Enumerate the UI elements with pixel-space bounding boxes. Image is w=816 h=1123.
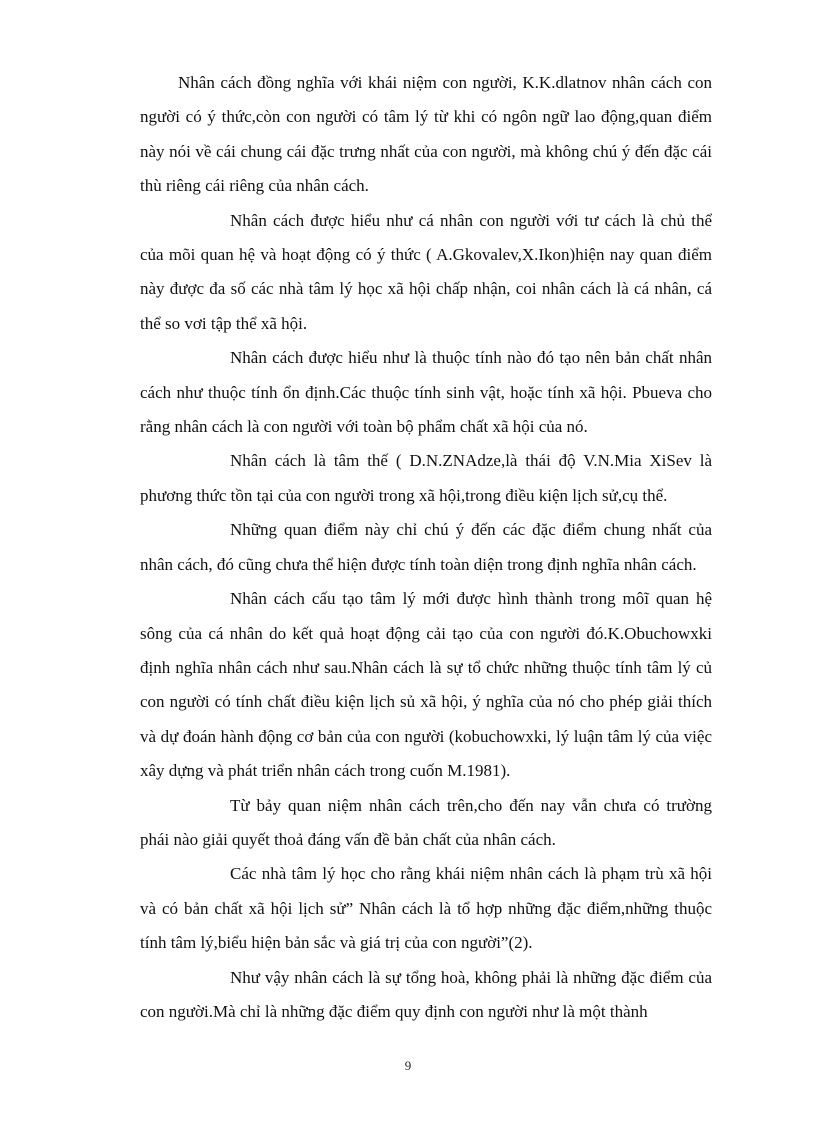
paragraph-2: Nhân cách được hiểu như cá nhân con người với tư cách là chủ thể của mõi quan hệ và hoạt động có ý thức ( A.Gkovalev,X.Ikon)hiện nay quan điểm này được đa số các nhà tâm lý học xã hội chấp nhận, coi nhân cách là cá nhân, cá thể so vơi tập thể xã hội.	[140, 210, 712, 333]
paragraph-8: Các nhà tâm lý học cho rằng khái niệm nhân cách là phạm trù xã hội và có bản chất xã hội lịch sử” Nhân cách là tổ hợp những đặc điểm,những thuộc tính tâm lý,biểu hiện bản sắc và giá trị của con người”(2).	[140, 864, 712, 953]
body-text	[140, 66, 712, 1029]
paragraph-6: Nhân cách cấu tạo tâm lý mới được hình thành trong môĩ quan hệ sông của cá nhân do kết quả hoạt động cải tạo của con người đó.K.Obuchowxki định nghĩa nhân cách như sau.Nhân cách là sự tổ chức những thuộc tính tâm lý củ con người có tính chất điều kiện lịch sủ xã hội, ý nghĩa của nó cho phép giải thích và dự đoán hành động cơ bản của con người (kobuchowxki, lý luận tâm lý của việc xây dựng và phát triển nhân cách trong cuốn M.1981).	[140, 589, 712, 781]
paragraph-5: Những quan điểm này chỉ chú ý đến các đặc điểm chung nhất của nhân cách, đó cũng chưa thể hiện được tính toàn diện trong định nghĩa nhân cách.	[140, 520, 712, 574]
page-number: 9	[404, 1058, 412, 1073]
paragraph-3: Nhân cách được hiểu như là thuộc tính nào đó tạo nên bản chất nhân cách như thuộc tính ổn định.Các thuộc tính sinh vật, hoặc tính xã hội. Pbueva cho rằng nhân cách là con người với toàn bộ phẩm chất xã hội của nó.	[140, 348, 712, 437]
paragraph-4: Nhân cách là tâm thế ( D.N.ZNAdze,là thái độ V.N.Mia XiSev là phương thức tồn tại của con người trong xã hội,trong điều kiện lịch sử,cụ thể.	[140, 451, 712, 505]
paragraph-1: Nhân cách đồng nghĩa với khái niệm con người, K.K.dlatnov nhân cách con người có ý thức,còn con người có tâm lý từ khi có ngôn ngữ lao động,quan điểm này nói về cái chung cái đặc trưng nhất của con người, mà không chú ý đến đặc cái thù riêng cái riêng của nhân cách.	[140, 73, 712, 196]
paragraph-7: Từ bảy quan niệm nhân cách trên,cho đến nay vẫn chưa có trường phái nào giải quyết thoả đáng vấn đề bản chất của nhân cách.	[140, 795, 712, 849]
paragraph-9: Như vậy nhân cách là sự tổng hoà, không phải là những đặc điểm của con người.Mà chỉ là những đặc điểm quy định con người như là một thành	[140, 967, 712, 1021]
